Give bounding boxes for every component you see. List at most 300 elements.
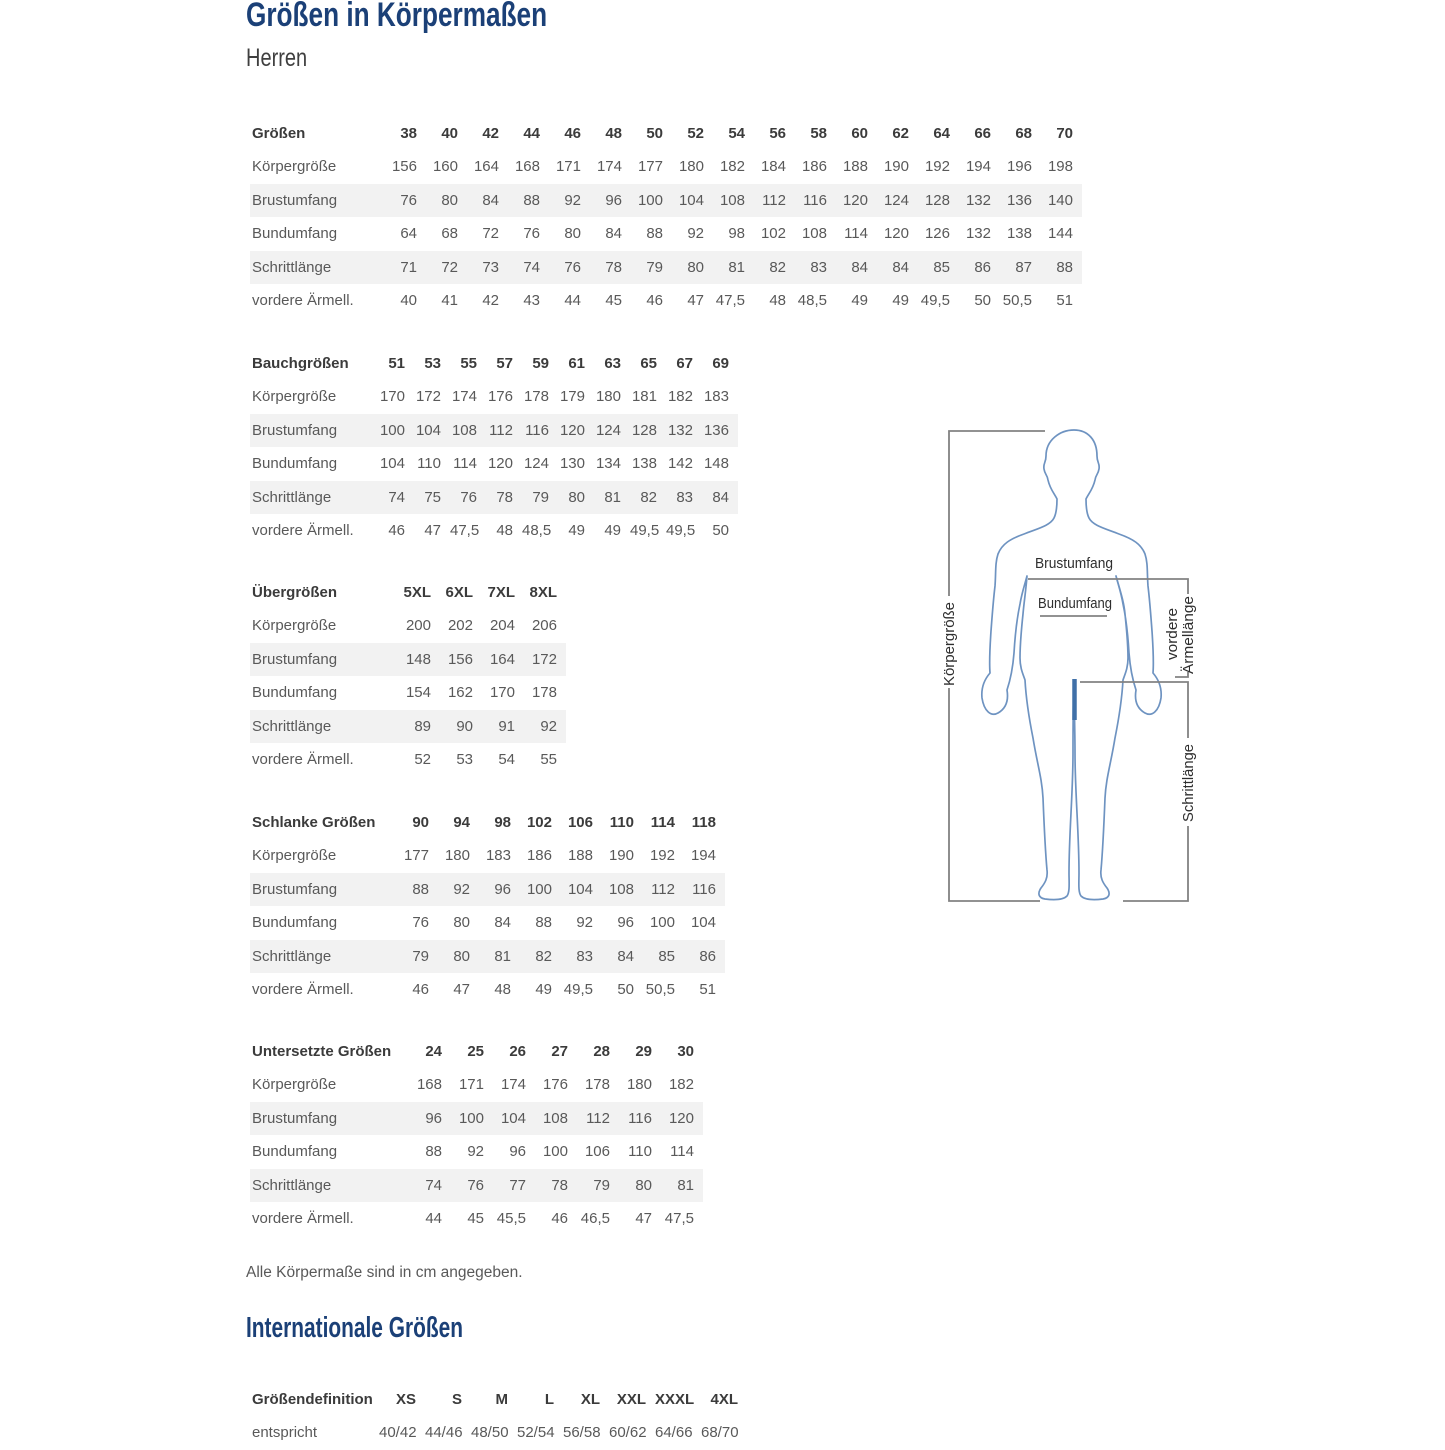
size-value: 204 bbox=[489, 617, 515, 635]
size-column-header: 40 bbox=[441, 125, 458, 142]
size-value: 128 bbox=[631, 421, 657, 439]
size-value: 177 bbox=[637, 158, 663, 176]
size-value: 98 bbox=[728, 225, 745, 243]
measure-row-label: entspricht bbox=[252, 1424, 318, 1442]
size-value: 132 bbox=[667, 421, 693, 439]
size-value: 112 bbox=[586, 1109, 610, 1127]
size-value: 49,5 bbox=[630, 522, 660, 540]
measure-row-label: Bundumfang bbox=[252, 1143, 338, 1161]
measure-row-label: Körpergröße bbox=[252, 1076, 337, 1094]
size-value: 46 bbox=[551, 1210, 568, 1228]
measure-row-label: Schrittlänge bbox=[252, 947, 332, 965]
size-table-0 bbox=[250, 117, 1082, 317]
size-value: 188 bbox=[842, 158, 868, 176]
size-value: 112 bbox=[489, 421, 513, 439]
size-value: 53 bbox=[456, 751, 473, 769]
size-value: 92 bbox=[453, 880, 470, 898]
size-value: 68 bbox=[441, 225, 458, 243]
size-value: 82 bbox=[640, 488, 657, 506]
size-value: 80 bbox=[441, 191, 458, 209]
size-value: 156 bbox=[391, 158, 417, 176]
size-value: 82 bbox=[535, 947, 552, 965]
size-value: 124 bbox=[883, 191, 909, 209]
size-column-header: 38 bbox=[400, 125, 417, 142]
table-row bbox=[250, 1068, 703, 1101]
size-value: 164 bbox=[473, 158, 499, 176]
size-value: 198 bbox=[1047, 158, 1073, 176]
table-row bbox=[250, 150, 1082, 183]
size-value: 96 bbox=[617, 914, 634, 932]
size-value: 174 bbox=[596, 158, 622, 176]
size-value: 64/66 bbox=[655, 1424, 693, 1442]
measure-row-label: vordere Ärmell. bbox=[252, 751, 354, 769]
size-value: 172 bbox=[415, 388, 441, 406]
size-value: 92 bbox=[540, 717, 557, 735]
table-header-row bbox=[250, 576, 566, 609]
size-column-header: 59 bbox=[532, 355, 549, 372]
size-column-header: 61 bbox=[568, 355, 585, 372]
size-value: 172 bbox=[531, 650, 557, 668]
size-table-3 bbox=[250, 806, 725, 1006]
unit-note: Alle Körpermaße sind in cm angegeben. bbox=[246, 1264, 523, 1281]
size-value: 194 bbox=[965, 158, 991, 176]
size-value: 45,5 bbox=[496, 1210, 526, 1228]
size-column-header: 29 bbox=[635, 1043, 652, 1060]
table-row bbox=[250, 873, 725, 906]
size-column-header: 68 bbox=[1015, 125, 1032, 142]
size-value: 83 bbox=[676, 488, 693, 506]
size-value: 46,5 bbox=[580, 1210, 610, 1228]
table-row bbox=[250, 447, 738, 480]
size-value: 180 bbox=[678, 158, 704, 176]
size-value: 76 bbox=[467, 1176, 484, 1194]
size-value: 112 bbox=[651, 880, 675, 898]
size-value: 164 bbox=[489, 650, 515, 668]
size-value: 96 bbox=[494, 880, 511, 898]
size-value: 116 bbox=[803, 191, 827, 209]
size-value: 116 bbox=[692, 880, 716, 898]
size-value: 84 bbox=[605, 225, 622, 243]
size-value: 92 bbox=[687, 225, 704, 243]
size-value: 74 bbox=[523, 258, 540, 276]
size-value: 171 bbox=[458, 1076, 484, 1094]
size-value: 48/50 bbox=[471, 1424, 509, 1442]
size-value: 64 bbox=[400, 225, 417, 243]
size-value: 116 bbox=[525, 421, 549, 439]
size-value: 180 bbox=[444, 847, 470, 865]
size-column-header: XL bbox=[580, 1391, 600, 1408]
size-value: 126 bbox=[924, 225, 950, 243]
size-value: 114 bbox=[453, 455, 477, 473]
size-value: 134 bbox=[595, 455, 621, 473]
measure-row-label: vordere Ärmell. bbox=[252, 1210, 354, 1228]
size-value: 130 bbox=[559, 455, 585, 473]
measure-row-label: Brustumfang bbox=[252, 421, 338, 439]
size-value: 49 bbox=[568, 522, 585, 540]
size-value: 190 bbox=[608, 847, 634, 865]
body-silhouette bbox=[982, 430, 1161, 900]
table-row bbox=[250, 1202, 703, 1235]
vordere-aermellaenge-label: vordere Ärmellänge bbox=[1164, 598, 1197, 674]
measure-row-label: Schrittlänge bbox=[252, 1176, 332, 1194]
size-value: 80 bbox=[453, 914, 470, 932]
size-column-header: 102 bbox=[526, 814, 552, 831]
size-column-header: 67 bbox=[676, 355, 693, 372]
table-row bbox=[250, 940, 725, 973]
measure-row-label: Brustumfang bbox=[252, 650, 338, 668]
size-value: 110 bbox=[628, 1143, 652, 1161]
size-value: 102 bbox=[760, 225, 786, 243]
size-value: 44/46 bbox=[425, 1424, 463, 1442]
size-value: 49 bbox=[535, 981, 552, 999]
size-column-header: 42 bbox=[482, 125, 499, 142]
size-column-header: XXXL bbox=[655, 1391, 695, 1408]
size-value: 81 bbox=[677, 1176, 694, 1194]
size-value: 80 bbox=[687, 258, 704, 276]
size-value: 76 bbox=[523, 225, 540, 243]
table-row bbox=[250, 217, 1082, 250]
size-value: 104 bbox=[567, 880, 593, 898]
size-value: 79 bbox=[532, 488, 549, 506]
size-value: 79 bbox=[646, 258, 663, 276]
size-value: 88 bbox=[523, 191, 540, 209]
table-row bbox=[250, 839, 725, 872]
table-row bbox=[250, 676, 566, 709]
size-value: 100 bbox=[637, 191, 663, 209]
size-value: 71 bbox=[400, 258, 417, 276]
size-value: 178 bbox=[523, 388, 549, 406]
size-column-header: 110 bbox=[609, 814, 634, 831]
table-row bbox=[250, 609, 566, 642]
size-value: 48,5 bbox=[522, 522, 552, 540]
size-value: 100 bbox=[649, 914, 675, 932]
size-value: 47,5 bbox=[664, 1210, 694, 1228]
measure-row-label: Schrittlänge bbox=[252, 258, 332, 276]
size-value: 182 bbox=[667, 388, 693, 406]
page-title: Größen in Körpermaßen bbox=[246, 0, 548, 34]
size-value: 88 bbox=[646, 225, 663, 243]
size-value: 84 bbox=[712, 488, 729, 506]
size-value: 196 bbox=[1006, 158, 1032, 176]
size-value: 56/58 bbox=[563, 1424, 601, 1442]
size-value: 84 bbox=[851, 258, 868, 276]
koerpergroesse-label: Körpergröße bbox=[941, 601, 958, 686]
table-row bbox=[250, 1102, 703, 1135]
size-value: 81 bbox=[494, 947, 511, 965]
size-value: 120 bbox=[559, 421, 585, 439]
table-row bbox=[250, 184, 1082, 217]
size-value: 60/62 bbox=[609, 1424, 647, 1442]
size-table-1 bbox=[250, 347, 738, 547]
size-value: 46 bbox=[646, 292, 663, 310]
size-value: 120 bbox=[487, 455, 513, 473]
size-value: 104 bbox=[678, 191, 704, 209]
size-value: 80 bbox=[564, 225, 581, 243]
schrittlaenge-label: Schrittlänge bbox=[1180, 742, 1197, 822]
schrittlaenge-bracket bbox=[1080, 682, 1188, 901]
size-value: 188 bbox=[567, 847, 593, 865]
table-title: Schlanke Größen bbox=[252, 814, 376, 831]
measure-row-label: Brustumfang bbox=[252, 880, 338, 898]
size-value: 78 bbox=[496, 488, 513, 506]
size-value: 44 bbox=[564, 292, 581, 310]
international-sizes-title: Internationale Größen bbox=[246, 1312, 463, 1344]
size-value: 184 bbox=[760, 158, 786, 176]
size-value: 40 bbox=[400, 292, 417, 310]
table-row bbox=[250, 514, 738, 547]
size-value: 47 bbox=[424, 522, 441, 540]
size-value: 148 bbox=[703, 455, 729, 473]
size-value: 48 bbox=[769, 292, 786, 310]
size-value: 49 bbox=[604, 522, 621, 540]
size-value: 96 bbox=[509, 1143, 526, 1161]
size-value: 108 bbox=[542, 1109, 568, 1127]
size-column-header: 55 bbox=[460, 355, 477, 372]
size-column-header: 26 bbox=[509, 1043, 526, 1060]
size-value: 108 bbox=[451, 421, 477, 439]
size-value: 120 bbox=[842, 191, 868, 209]
size-value: 120 bbox=[883, 225, 909, 243]
size-value: 47,5 bbox=[715, 292, 745, 310]
size-value: 186 bbox=[526, 847, 552, 865]
size-value: 124 bbox=[523, 455, 549, 473]
table-row bbox=[250, 251, 1082, 284]
size-value: 45 bbox=[467, 1210, 484, 1228]
size-value: 85 bbox=[658, 947, 675, 965]
size-value: 80 bbox=[453, 947, 470, 965]
measure-row-label: Körpergröße bbox=[252, 158, 337, 176]
size-value: 182 bbox=[668, 1076, 694, 1094]
size-value: 170 bbox=[379, 388, 405, 406]
measure-row-label: vordere Ärmell. bbox=[252, 522, 354, 540]
size-value: 44 bbox=[425, 1210, 442, 1228]
size-value: 177 bbox=[403, 847, 429, 865]
size-value: 156 bbox=[447, 650, 473, 668]
size-column-header: 8XL bbox=[529, 584, 557, 601]
table-header-row bbox=[250, 806, 725, 839]
size-value: 51 bbox=[699, 981, 716, 999]
size-column-header: 106 bbox=[567, 814, 593, 831]
size-value: 104 bbox=[500, 1109, 526, 1127]
size-column-header: 69 bbox=[712, 355, 729, 372]
size-value: 81 bbox=[728, 258, 745, 276]
size-value: 182 bbox=[719, 158, 745, 176]
size-value: 86 bbox=[699, 947, 716, 965]
size-value: 40/42 bbox=[379, 1424, 417, 1442]
size-value: 50 bbox=[712, 522, 729, 540]
size-value: 96 bbox=[605, 191, 622, 209]
size-value: 86 bbox=[974, 258, 991, 276]
size-value: 100 bbox=[526, 880, 552, 898]
measure-row-label: Schrittlänge bbox=[252, 488, 332, 506]
size-value: 47,5 bbox=[450, 522, 480, 540]
size-column-header: 57 bbox=[496, 355, 513, 372]
table-title: Größendefinition bbox=[252, 1391, 373, 1408]
table-header-row bbox=[250, 1383, 747, 1416]
size-value: 52/54 bbox=[517, 1424, 555, 1442]
size-value: 181 bbox=[631, 388, 657, 406]
size-value: 52 bbox=[414, 751, 431, 769]
size-column-header: 24 bbox=[425, 1043, 442, 1060]
size-value: 42 bbox=[482, 292, 499, 310]
size-value: 48 bbox=[494, 981, 511, 999]
table-title: Größen bbox=[252, 125, 306, 142]
size-column-header: S bbox=[451, 1391, 462, 1408]
size-value: 92 bbox=[467, 1143, 484, 1161]
size-value: 84 bbox=[494, 914, 511, 932]
measure-row-label: vordere Ärmell. bbox=[252, 292, 354, 310]
page-subtitle: Herren bbox=[246, 44, 308, 72]
size-value: 138 bbox=[1006, 225, 1032, 243]
size-value: 82 bbox=[769, 258, 786, 276]
size-value: 124 bbox=[595, 421, 621, 439]
size-value: 171 bbox=[555, 158, 581, 176]
size-column-header: 114 bbox=[650, 814, 675, 831]
measure-row-label: Brustumfang bbox=[252, 1109, 338, 1127]
size-value: 81 bbox=[604, 488, 621, 506]
table-title: Übergrößen bbox=[252, 584, 338, 601]
size-value: 87 bbox=[1015, 258, 1032, 276]
size-value: 47 bbox=[635, 1210, 652, 1228]
size-value: 179 bbox=[559, 388, 585, 406]
size-value: 140 bbox=[1047, 191, 1073, 209]
size-value: 91 bbox=[498, 717, 515, 735]
size-value: 80 bbox=[568, 488, 585, 506]
measure-row-label: Brustumfang bbox=[252, 191, 338, 209]
size-value: 206 bbox=[531, 617, 557, 635]
measure-row-label: Bundumfang bbox=[252, 455, 338, 473]
size-value: 104 bbox=[690, 914, 716, 932]
size-value: 73 bbox=[482, 258, 499, 276]
size-value: 178 bbox=[531, 684, 557, 702]
size-column-header: 94 bbox=[453, 814, 470, 831]
size-value: 90 bbox=[456, 717, 473, 735]
size-column-header: 66 bbox=[974, 125, 991, 142]
size-column-header: L bbox=[544, 1391, 554, 1408]
size-value: 75 bbox=[424, 488, 441, 506]
size-value: 80 bbox=[635, 1176, 652, 1194]
size-value: 79 bbox=[593, 1176, 610, 1194]
size-value: 168 bbox=[514, 158, 540, 176]
size-column-header: 118 bbox=[691, 814, 716, 831]
brustumfang-label: Brustumfang bbox=[1035, 555, 1113, 572]
size-value: 84 bbox=[482, 191, 499, 209]
size-column-header: 25 bbox=[467, 1043, 484, 1060]
size-value: 46 bbox=[388, 522, 405, 540]
size-value: 49,5 bbox=[563, 981, 593, 999]
size-value: 50 bbox=[617, 981, 634, 999]
table-row bbox=[250, 414, 738, 447]
size-value: 76 bbox=[400, 191, 417, 209]
size-value: 92 bbox=[564, 191, 581, 209]
bundumfang-label: Bundumfang bbox=[1038, 595, 1112, 612]
size-column-header: 48 bbox=[605, 125, 622, 142]
measure-row-label: Schrittlänge bbox=[252, 717, 332, 735]
size-value: 168 bbox=[416, 1076, 442, 1094]
size-value: 138 bbox=[631, 455, 657, 473]
size-column-header: 44 bbox=[523, 125, 540, 142]
size-column-header: XXL bbox=[616, 1391, 646, 1408]
size-value: 112 bbox=[762, 191, 786, 209]
size-value: 49 bbox=[892, 292, 909, 310]
size-value: 142 bbox=[667, 455, 693, 473]
size-value: 45 bbox=[605, 292, 622, 310]
size-value: 174 bbox=[500, 1076, 526, 1094]
size-value: 84 bbox=[617, 947, 634, 965]
measure-row-label: Körpergröße bbox=[252, 388, 337, 406]
size-column-header: 46 bbox=[564, 125, 581, 142]
size-value: 88 bbox=[535, 914, 552, 932]
size-value: 194 bbox=[690, 847, 716, 865]
size-value: 132 bbox=[965, 225, 991, 243]
size-table-4 bbox=[250, 1035, 703, 1235]
size-value: 68/70 bbox=[701, 1424, 739, 1442]
table-row bbox=[250, 973, 725, 1006]
size-column-header: 60 bbox=[851, 125, 868, 142]
size-column-header: 5XL bbox=[403, 584, 431, 601]
measure-row-label: Bundumfang bbox=[252, 914, 338, 932]
size-value: 88 bbox=[412, 880, 429, 898]
size-column-header: 27 bbox=[551, 1043, 568, 1060]
size-value: 183 bbox=[703, 388, 729, 406]
size-value: 104 bbox=[415, 421, 441, 439]
table-header-row bbox=[250, 117, 1082, 150]
size-value: 100 bbox=[458, 1109, 484, 1127]
size-value: 114 bbox=[844, 225, 868, 243]
size-value: 47 bbox=[687, 292, 704, 310]
table-row bbox=[250, 1135, 703, 1168]
size-value: 49 bbox=[851, 292, 868, 310]
size-value: 47 bbox=[453, 981, 470, 999]
size-value: 144 bbox=[1047, 225, 1073, 243]
size-value: 136 bbox=[703, 421, 729, 439]
table-title: Bauchgrößen bbox=[252, 355, 349, 372]
size-value: 46 bbox=[412, 981, 429, 999]
size-value: 108 bbox=[719, 191, 745, 209]
table-row bbox=[250, 380, 738, 413]
size-column-header: 90 bbox=[412, 814, 429, 831]
size-value: 41 bbox=[441, 292, 458, 310]
size-value: 128 bbox=[924, 191, 950, 209]
size-value: 50,5 bbox=[645, 981, 675, 999]
size-value: 50 bbox=[974, 292, 991, 310]
size-value: 84 bbox=[892, 258, 909, 276]
size-value: 178 bbox=[584, 1076, 610, 1094]
measure-row-label: vordere Ärmell. bbox=[252, 981, 354, 999]
size-value: 180 bbox=[595, 388, 621, 406]
table-row bbox=[250, 906, 725, 939]
size-value: 192 bbox=[924, 158, 950, 176]
size-value: 192 bbox=[649, 847, 675, 865]
size-table-2 bbox=[250, 576, 566, 776]
size-value: 108 bbox=[801, 225, 827, 243]
size-column-header: XS bbox=[395, 1391, 416, 1408]
size-value: 100 bbox=[379, 421, 405, 439]
size-value: 51 bbox=[1056, 292, 1073, 310]
size-value: 43 bbox=[523, 292, 540, 310]
size-value: 49,5 bbox=[666, 522, 696, 540]
size-value: 92 bbox=[576, 914, 593, 932]
size-column-header: 54 bbox=[728, 125, 745, 142]
measure-row-label: Bundumfang bbox=[252, 684, 338, 702]
size-value: 76 bbox=[564, 258, 581, 276]
size-value: 54 bbox=[498, 751, 515, 769]
size-column-header: 62 bbox=[892, 125, 909, 142]
size-column-header: 52 bbox=[687, 125, 704, 142]
size-value: 148 bbox=[405, 650, 431, 668]
measure-row-label: Bundumfang bbox=[252, 225, 338, 243]
size-value: 104 bbox=[379, 455, 405, 473]
